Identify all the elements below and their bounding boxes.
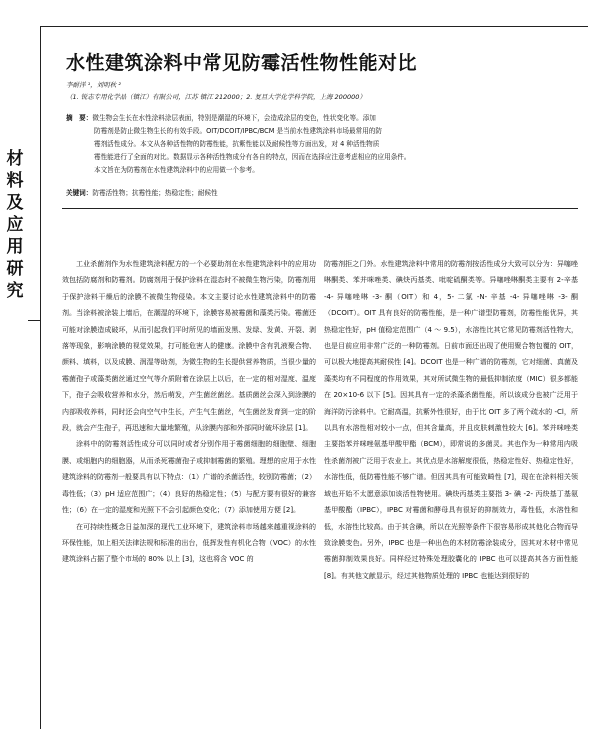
paper-title: 水性建筑涂料中常见防霉活性物性能对比 (66, 52, 418, 74)
top-rule (40, 26, 588, 27)
body-column-left (62, 256, 316, 568)
author-affiliation: （1. 锐志专用化学品（镇江）有限公司，江苏 镇江 212000；2. 复旦大学化学科学院，上海 200000） (66, 93, 366, 101)
body-column-right (324, 256, 578, 584)
keywords-text: 防霉活性物；抗霉性能；热稳定性；耐候性 (92, 189, 218, 197)
body-paragraph: 涂料中的防霉剂活性成分可以同时或者分别作用于霉菌细胞的细胞壁、细胞膜、或细胞内的细胞器，从而杀死霉菌孢子或抑制霉菌的繁殖。理想的应用于水性建筑涂料的防霉剂一般要具有以下特点：（1）广谱的杀菌活性，较别防霉菌；（2）毒性低；（3）pH 适应范围广；（4）良好的热稳定性；（5）与配方要有很好的兼容性；（6）在一定的湿度和光照下不会引起颜色变化；（7）添加使用方便 [2]。 (62, 440, 316, 515)
abstract-label: 摘 要： (66, 114, 93, 122)
abstract-line: 本文旨在为防霉剂在水性建筑涂料中的应用做一个参考。 (94, 166, 259, 174)
abstract-line: 霉性能进行了全面的对比。数据显示各种活性物成分有各自的特点，因而在选择应注意考虑相应的应用条件。 (94, 153, 411, 161)
author-list: 李耐洋 ¹，刘明秋 ² (66, 81, 121, 89)
keywords-label: 关键词： (66, 189, 93, 197)
abstract-continued (66, 125, 576, 177)
side-label-char: 究 (6, 281, 24, 301)
side-label-char: 用 (6, 237, 24, 257)
abstract (66, 112, 576, 177)
side-label-char: 及 (6, 193, 24, 213)
body-paragraph: 工业杀菌剂作为水性建筑涂料配方的一个必要助剂在水性建筑涂料中的应用功效包括防腐剂和防霉剂。防腐剂用于保护涂料在湿态时不被微生物污染，防霉剂用于保护涂料干燥后的涂膜不被微生物侵染。本文主要讨论水性建筑涂料中的防霉剂。当涂料被涂装上墙后，在潮湿的环境下，涂膜容易被霉菌和藻类污染。霉菌还可能对涂膜造成破坏，从而引起我们平时所见的墙面发黑、发绿、发黄、开裂、剥落等现象，影响涂膜的视觉效果，打可能危害人的健康。涂膜中含有乳液聚合物、颜料、填料，以及成膜、润湿等助剂，为微生物的生长提供营养物质，当很少量的霉菌孢子或藻类菌丝通过空气等介质附着在涂层上以后，在一定的相对湿度、温度下，孢子会吸收营养和水分，然后萌发，产生菌丝菌丝。基质菌丝会深入到涂膜的内部吸收养料，同时还会向空气中生长，产生气生菌丝，气生菌丝发育到一定的阶段，就会产生孢子，再迅速和大量地繁殖，从涂膜内部和外部同时破坏涂层 [1]。 (62, 260, 316, 433)
side-label-char: 应 (6, 215, 24, 235)
section-side-label (4, 148, 26, 302)
abstract-line: 摘 要：微生物会生长在水性涂料涂层表面，特别是潮湿的环境下，会造成涂层的变色，性状变化等。添加 (66, 114, 376, 122)
body-paragraph: 防霉剂拒之门外。水性建筑涂料中常用的防霉剂按活性成分大致可以分为：异噻唑啉酮类、苯并咪唑类、碘炔丙基类、吡啶硫酮类等。异噻唑啉酮类主要有 2-辛基 -4- 异噻唑啉 -3- 酮（OIT）和 4，5- 二氯 -N- 辛基 -4- 异噻唑啉 -3- 酮（DCOIT）。OIT 具有良好的防霉性能，是一种广谱型防霉剂，防霉性能优异，其热稳定性好，pH 值稳定范围广（4 ～ 9.5），水溶性比其它常见防霉剂活性物大，也是目前应用非常广泛的一种防霉剂。日前市面还出现了使用聚合物包覆的 OIT，可以极大地提高其耐侯性 [4]。DCOIT 也是一种广谱的防霉剂，它对细菌、真菌及藻类均有不同程度的作用效果，其对所试微生物的最低抑制浓度（MIC）很多都能在 20×10-6 以下 [5]。因其具有一定的杀藻杀菌性能，所以该成分也被广泛用于海洋防污涂料中。它耐高温，抗紫外性很好，由于比 OIT 多了两个疏水的 -Cl，所以具有水溶性相对较小一点，但其含量高，并且皮肤刺激性较大 [6]。苯并咪唑类主要指苯并咪唑氨基甲酸甲酯（BCM），即常说的多菌灵。其也作为一种常用内吸性杀菌剂被广泛用于农业上。其优点是水溶解度很低，热稳定性好、热稳定性好，水溶性低，低防霉性能不够广谱。但因其具有可能致畸性 [7]，现在在涂料相关领域也开始不太愿意添加该活性物使用。碘炔丙基类主要指 3- 碘 -2- 丙炔基丁基氨基甲酸酯（IPBC），IPBC 对霉菌和酵母具有很好的抑制效力，毒性低，水溶性和低，水溶性比较高。由于其含碘，所以在光照等条件下很容易形成其他化合物而导致涂膜变色。另外，IPBC 也是一种出色的木材防霉涂装成分，因其对木材中常见霉菌抑制效果良好。同样经过特殊处理胶囊化的 IPBC 也可以提高其各方面性能 [8]。有其他文献显示，经过其他物质处理的 IPBC 也能达到很好的 (324, 260, 578, 580)
left-marker-line (28, 320, 40, 321)
body-paragraph: 在可持续性概念日益加深的现代工业环境下，建筑涂料市场越来越重视涂料的环保性能，加上相关法律法规和标准的出台，低挥发性有机化合物（VOC）的水性建筑涂料占据了整个市场的 80% 以上 [3]，这也将含 VOC 的 (62, 522, 316, 564)
abstract-line: 霉剂活性成分。本文从各种活性物的防霉性能，抗紫性能以及耐候性等方面出发，对 4 种活性物质 (94, 140, 380, 148)
side-label-char: 料 (6, 171, 24, 191)
abstract-line: 防霉剂是防止微生物生长的有效手段。OIT/DCOIT/IPBC/BCM 是当前水性建筑涂料市场最常用的防 (94, 127, 382, 135)
left-border-line (40, 26, 41, 729)
side-label-char: 材 (6, 149, 24, 169)
keywords (66, 187, 576, 197)
header-separator (62, 208, 578, 209)
side-label-char: 研 (6, 259, 24, 279)
